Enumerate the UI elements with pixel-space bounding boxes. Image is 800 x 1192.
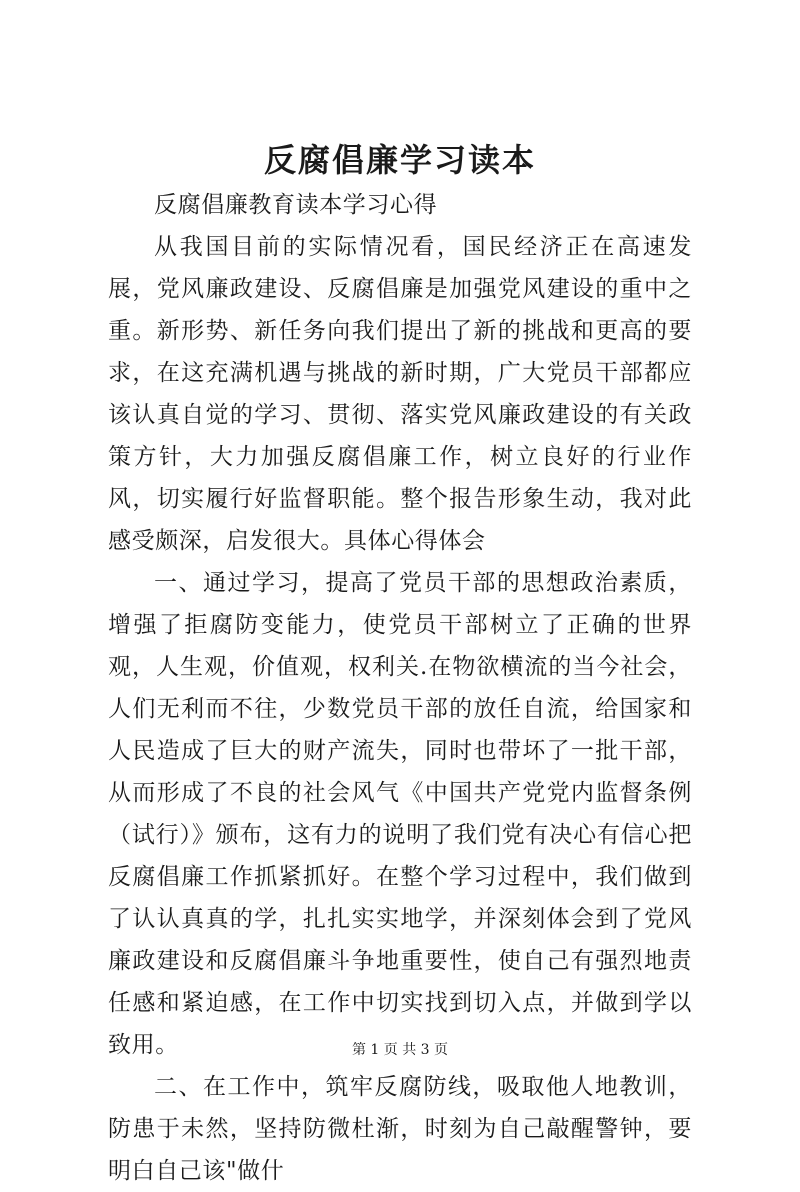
- paragraph-intro: 从我国目前的实际情况看，国民经济正在高速发展，党风廉政建设、反腐倡廉是加强党风建设的重中之重。新形势、新任务向我们提出了新的挑战和更高的要求，在这充满机遇与挑战的新时期，广大党员干部都应该认真自觉的学习、贯彻、落实党风廉政建设的有关政策方针，大力加强反腐倡廉工作，树立良好的行业作风，切实履行好监督职能。整个报告形象生动，我对此感受颇深，启发很大。具体心得体会: [108, 234, 692, 554]
- paragraph-subtitle: 反腐倡廉教育读本学习心得: [154, 192, 438, 218]
- document-title: 反腐倡廉学习读本: [263, 141, 536, 179]
- paragraph-section-two: 二、在工作中，筑牢反腐防线，吸取他人地教训，防患于未然，坚持防微杜渐，时刻为自己敲醒警钟，要明白自己该"做什: [108, 1074, 692, 1184]
- paragraph-section-one: 一、通过学习，提高了党员干部的思想政治素质，增强了拒腐防变能力，使党员干部树立了正确的世界观，人生观，价值观，权利关.在物欲横流的当今社会，人们无利而不往，少数党员干部的放任自流，给国家和人民造成了巨大的财产流失，同时也带坏了一批干部，从而形成了不良的社会风气《中国共产党党内监督条例（试行）》颁布，这有力的说明了我们党有决心有信心把反腐倡廉工作抓紧抓好。在整个学习过程中，我们做到了认认真真的学，扎扎实实地学，并深刻体会到了党风廉政建设和反腐倡廉斗争地重要性，使自己有强烈地责任感和紧迫感，在工作中切实找到切入点，并做到学以致用。: [108, 570, 692, 1058]
- page-footer: 第 1 页 共 3 页: [351, 1042, 449, 1058]
